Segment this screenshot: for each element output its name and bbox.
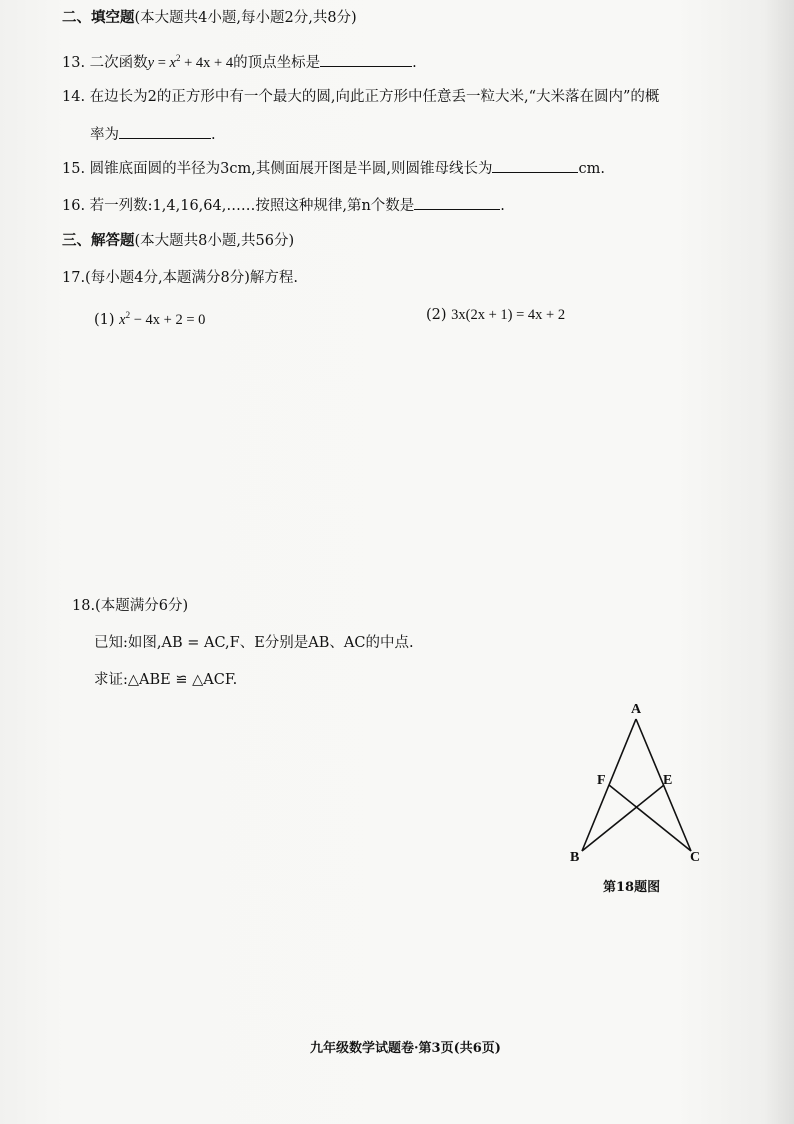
q16-text: 16. 若一列数:1,4,16,64,……按照这种规律,第n个数是	[62, 198, 415, 214]
segment-cf	[609, 785, 691, 851]
q13-text-after: 的顶点坐标是	[233, 55, 321, 71]
section-2-title: 二、填空题	[62, 9, 135, 26]
question-18-header: 18.(本题满分6分)	[72, 598, 189, 614]
section-3-title: 三、解答题	[62, 232, 135, 249]
point-e-label: E	[663, 773, 673, 788]
section-3-heading	[62, 231, 294, 251]
q13-expression-tail: + 4x + 4	[180, 55, 234, 71]
q14-answer-blank[interactable]	[119, 124, 211, 139]
point-a-label: A	[631, 702, 642, 717]
question-13: 13. 二次函数$y = x^2 + 4x + 4$的顶点坐标是 .	[62, 53, 417, 71]
q13-var-y: y	[147, 55, 155, 71]
section-3-note: (本大题共8小题,共56分)	[134, 233, 295, 249]
q18-given: 已知:如图,AB = AC,F、E分别是AB、AC的中点.	[94, 635, 414, 651]
q13-equals: =	[154, 55, 170, 71]
question-15	[62, 158, 605, 179]
q14-text: 率为	[90, 127, 119, 143]
point-c-label: C	[690, 850, 701, 865]
page-footer: 九年级数学试题卷·第3页(共6页)	[310, 1041, 501, 1056]
q13-text-before: 二次函数	[89, 55, 148, 71]
q16-period: .	[500, 198, 505, 214]
page-edge-shadow	[764, 0, 794, 1124]
section-2-note: (本大题共4小题,每小题2分,共8分)	[134, 10, 357, 26]
q17-part-2	[426, 305, 565, 325]
section-2-heading	[62, 8, 357, 28]
q14-period: .	[211, 127, 216, 143]
question-14-line-2	[90, 124, 216, 145]
q17-part-1: (1) $x^2 - 4x + 2 = 0$	[94, 310, 206, 328]
point-b-label: B	[570, 850, 580, 865]
question-17-header: 17.(每小题4分,本题满分8分)解方程.	[62, 270, 299, 286]
point-f-label: F	[597, 773, 606, 788]
question-16	[62, 195, 505, 216]
question-14-line-1: 14. 在边长为2的正方形中有一个最大的圆,向此正方形中任意丢一粒大米,“大米落在圆内”的概	[62, 89, 660, 105]
q15-unit: cm.	[578, 161, 605, 177]
q16-answer-blank[interactable]	[414, 195, 500, 210]
segment-be	[582, 785, 664, 851]
q17-part-1-var-x: x	[119, 312, 126, 328]
q17-part-2-label: (2)	[426, 307, 447, 323]
figure-caption: 第18题图	[603, 880, 661, 895]
q13-period: .	[412, 55, 417, 71]
q17-part-1-label: (1)	[94, 312, 115, 328]
triangle-figure	[560, 700, 720, 870]
q18-prove: 求证:△ABE ≌ △ACF.	[94, 672, 238, 688]
q15-answer-blank[interactable]	[492, 158, 578, 173]
q13-var-x: x	[169, 55, 176, 71]
q15-text: 15. 圆锥底面圆的半径为3cm,其侧面展开图是半圆,则圆锥母线长为	[62, 161, 493, 177]
q13-answer-blank[interactable]	[320, 52, 412, 67]
q17-part-2-equation: 3x(2x + 1) = 4x + 2	[451, 307, 566, 323]
q17-part-1-equation: − 4x + 2 = 0	[130, 312, 206, 328]
q13-number: 13.	[62, 55, 86, 71]
